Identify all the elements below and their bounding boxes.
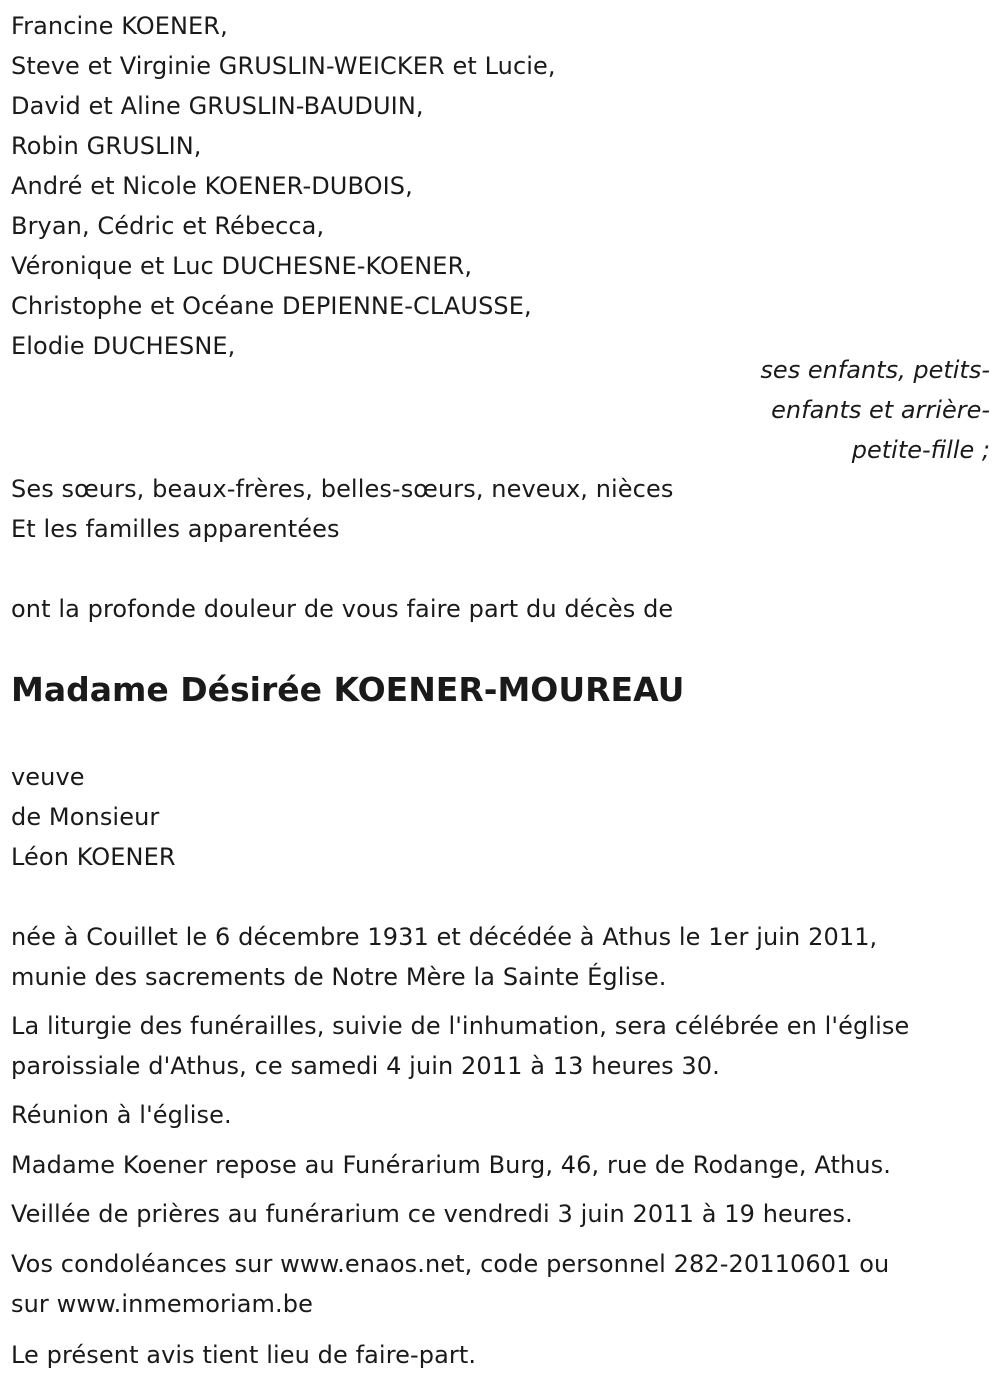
family-line: Christophe et Océane DEPIENNE-CLAUSSE, <box>11 292 532 320</box>
widow-line: Léon KOENER <box>11 843 176 871</box>
detail-line: munie des sacrements de Notre Mère la Sainte Église. <box>11 963 667 991</box>
family-line: Véronique et Luc DUCHESNE-KOENER, <box>11 252 473 280</box>
family-line: Steve et Virginie GRUSLIN-WEICKER et Lucie, <box>11 52 556 80</box>
family-line: Elodie DUCHESNE, <box>11 332 236 360</box>
detail-line: paroissiale d'Athus, ce samedi 4 juin 2011 à 13 heures 30. <box>11 1052 720 1080</box>
detail-line: Le présent avis tient lieu de faire-part. <box>11 1341 477 1369</box>
detail-line: Madame Koener repose au Funérarium Burg, 46, rue de Rodange, Athus. <box>11 1151 891 1179</box>
widow-line: de Monsieur <box>11 803 160 831</box>
deceased-name: Madame Désirée KOENER-MOUREAU <box>11 670 685 709</box>
relationship-line: petite-fille ; <box>851 436 990 464</box>
relationship-line: ses enfants, petits- <box>760 356 990 384</box>
relatives-line: Ses sœurs, beaux-frères, belles-sœurs, neveux, nièces <box>11 475 674 503</box>
announcement-line: ont la profonde douleur de vous faire part du décès de <box>11 595 674 623</box>
family-line: André et Nicole KOENER-DUBOIS, <box>11 172 413 200</box>
family-line: Francine KOENER, <box>11 12 228 40</box>
detail-line: sur www.inmemoriam.be <box>11 1290 313 1318</box>
relatives-line: Et les familles apparentées <box>11 515 340 543</box>
family-line: David et Aline GRUSLIN-BAUDUIN, <box>11 92 424 120</box>
detail-line: Réunion à l'église. <box>11 1101 232 1129</box>
detail-line: née à Couillet le 6 décembre 1931 et décédée à Athus le 1er juin 2011, <box>11 923 878 951</box>
detail-line: Vos condoléances sur www.enaos.net, code personnel 282-20110601 ou <box>11 1250 890 1278</box>
family-line: Robin GRUSLIN, <box>11 132 202 160</box>
relationship-line: enfants et arrière- <box>771 396 990 424</box>
detail-line: Veillée de prières au funérarium ce vendredi 3 juin 2011 à 19 heures. <box>11 1200 853 1228</box>
family-line: Bryan, Cédric et Rébecca, <box>11 212 325 240</box>
detail-line: La liturgie des funérailles, suivie de l'inhumation, sera célébrée en l'église <box>11 1012 910 1040</box>
widow-line: veuve <box>11 763 85 791</box>
